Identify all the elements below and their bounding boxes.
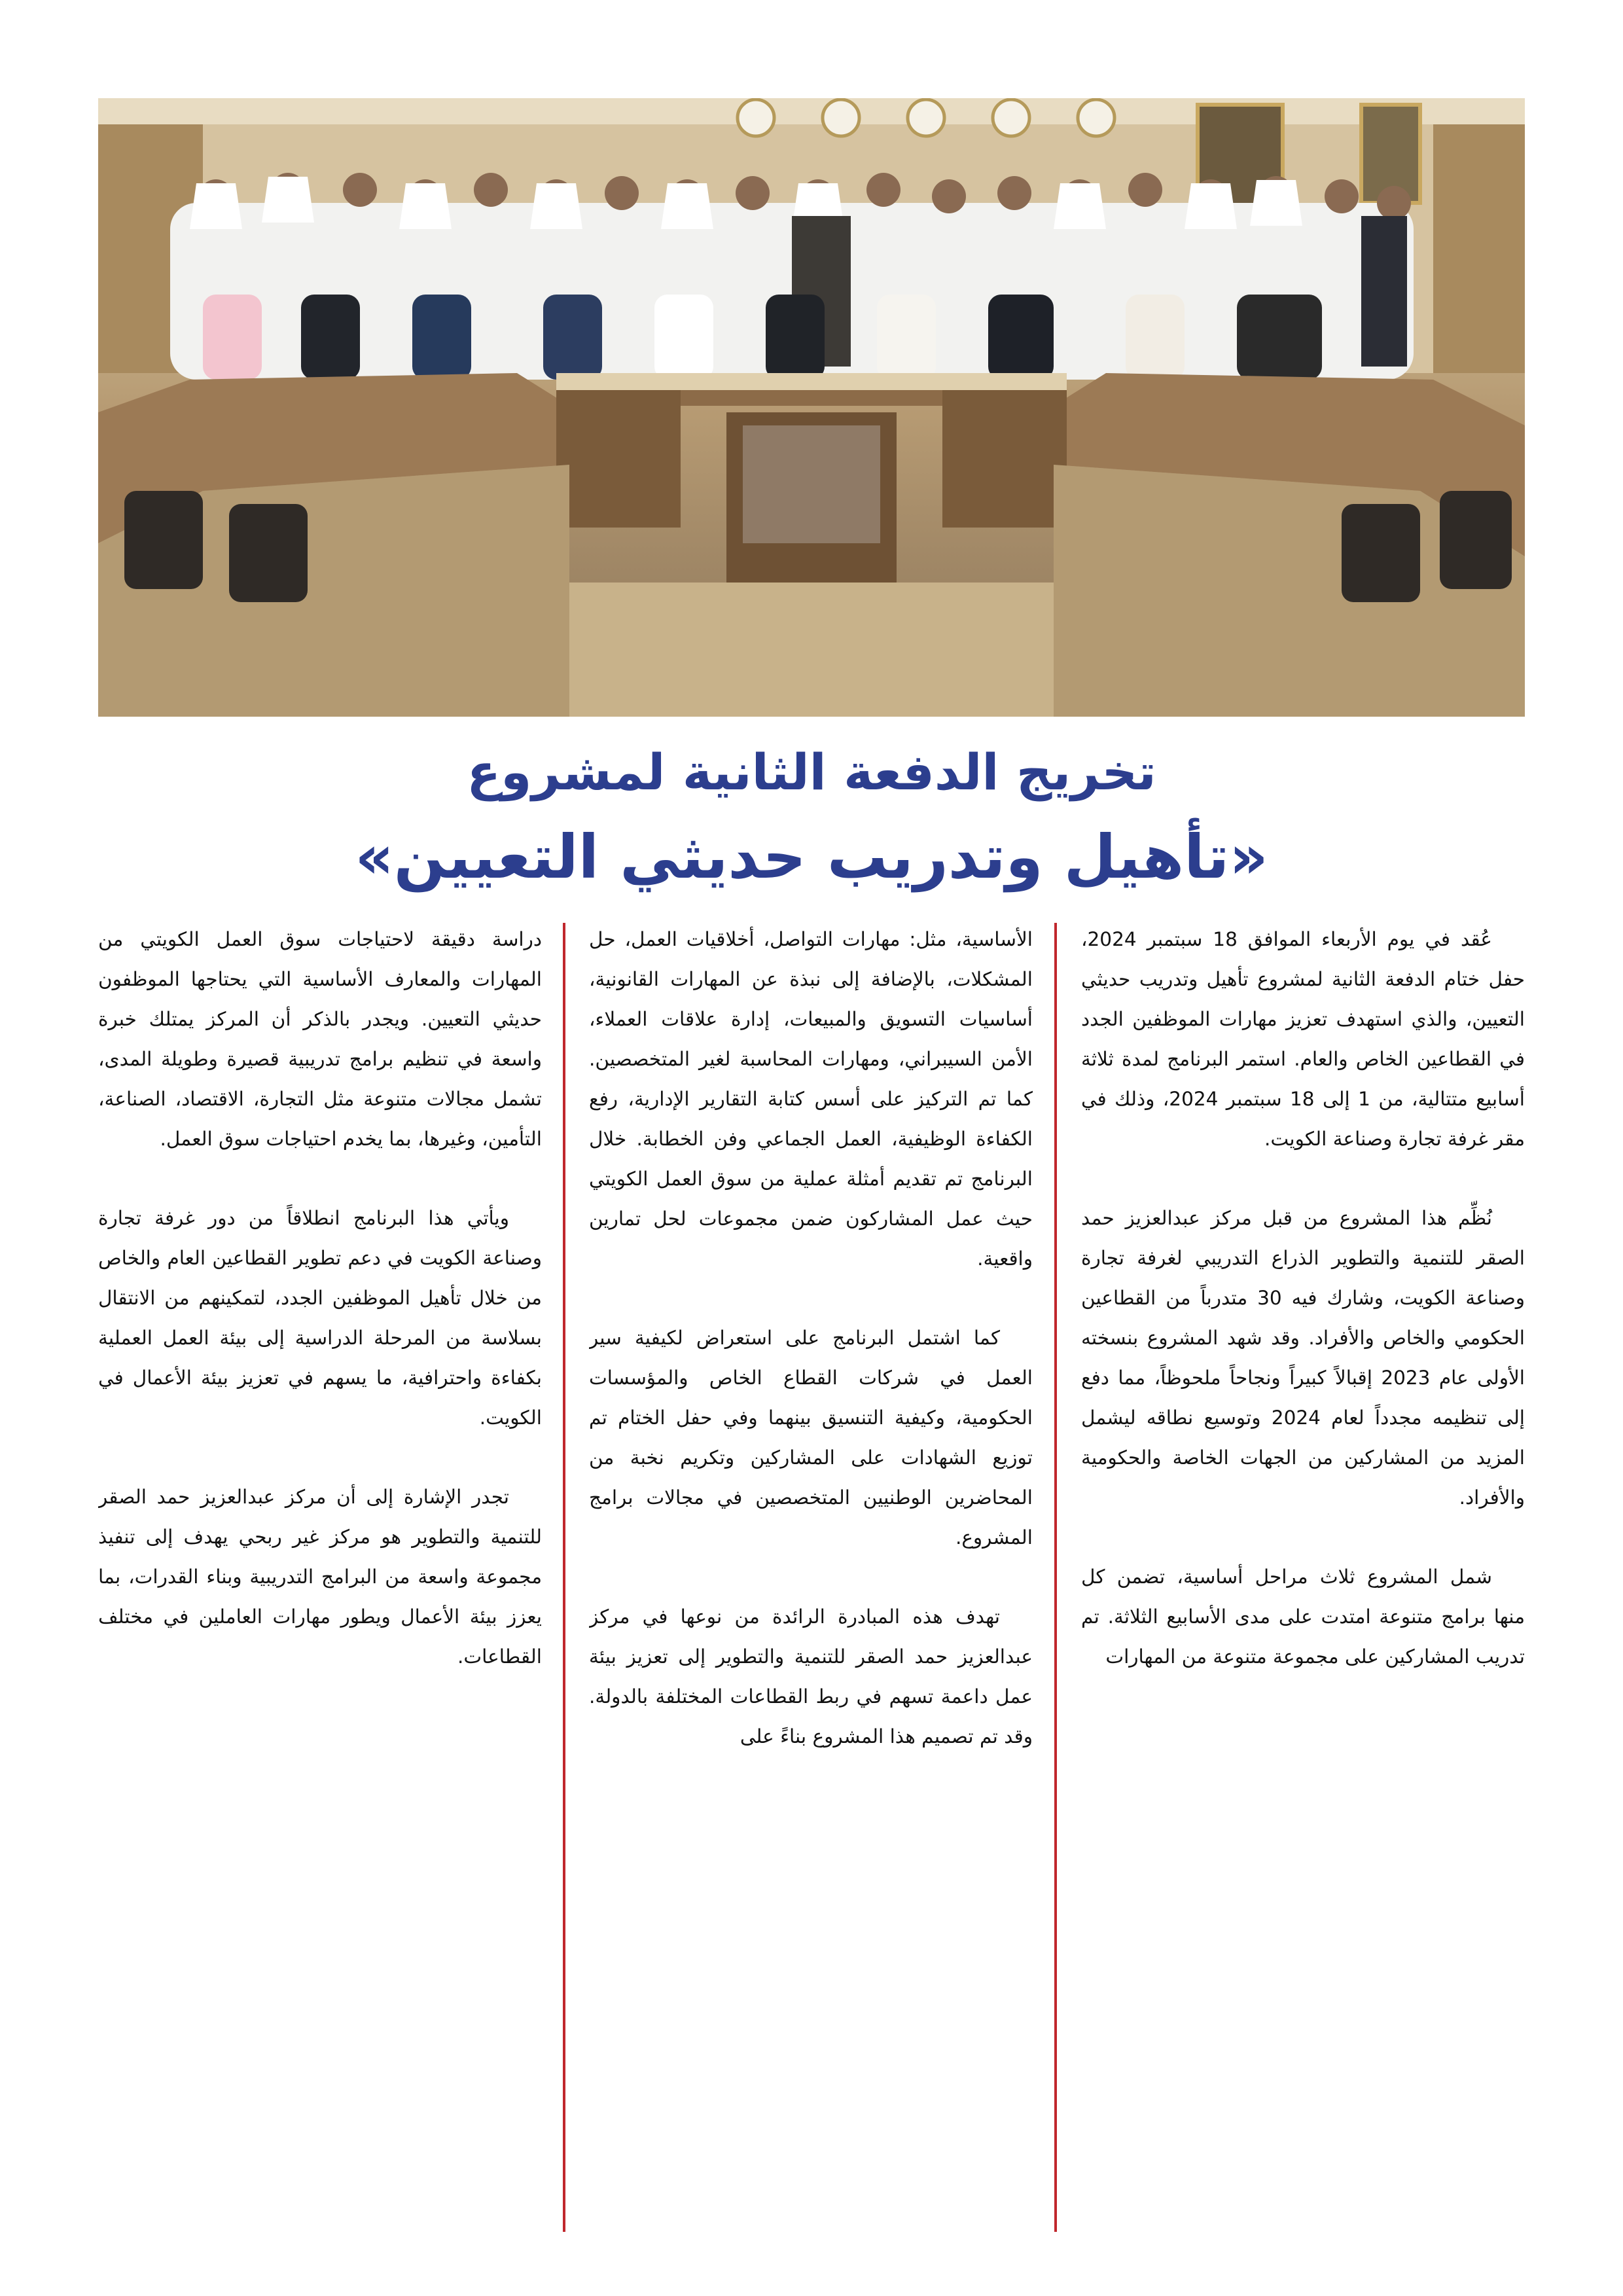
article-column-2 (589, 920, 1033, 2242)
paragraph: عُقد في يوم الأربعاء الموافق 18 سبتمبر 2024، حفل ختام الدفعة الثانية لمشروع تأهيل وتدريب حديثي التعيين، والذي استهدف تعزيز مهارات الموظفين الجدد في القطاعين الخاص والعام. استمر البرنامج لمدة ثلاثة أسابيع متتالية، من 1 إلى 18 سبتمبر 2024، وذلك في مقر غرفة تجارة وصناعة الكويت. (1081, 928, 1525, 1150)
paragraph: دراسة دقيقة لاحتياجات سوق العمل الكويتي من المهارات والمعارف الأساسية التي يحتاجها الموظفون حديثي التعيين. ويجدر بالذكر أن المركز يمتلك خبرة واسعة في تنظيم برامج تدريبية قصيرة وطويلة المدى، تشمل مجالات متنوعة مثل التجارة، الاقتصاد، الصناعة، التأمين، وغيرها، بما يخدم احتياجات سوق العمل. (98, 928, 542, 1150)
column-divider (1054, 923, 1057, 2232)
column-divider (563, 923, 565, 2232)
article-title-line-1: تخريج الدفعة الثانية لمشروع (467, 743, 1156, 801)
paragraph: الأساسية، مثل: مهارات التواصل، أخلاقيات العمل، حل المشكلات، بالإضافة إلى نبذة عن المهارات القانونية، أساسيات التسويق والمبيعات، إدارة علاقات العملاء، الأمن السيبراني، ومهارات المحاسبة لغير المتخصصين. كما تم التركيز على أسس كتابة التقارير الإدارية، رفع الكفاءة الوظيفية، العمل الجماعي وفن الخطابة. خلال البرنامج تم تقديم أمثلة عملية من سوق العمل الكويتي حيث عمل المشاركون ضمن مجموعات لحل تمارين واقعية. (589, 928, 1033, 1270)
group-photo-illustration (98, 98, 1525, 717)
paragraph: شمل المشروع ثلاث مراحل أساسية، تضمن كل منها برامج متنوعة امتدت على مدى الأسابيع الثلاثة. تم تدريب المشاركين على مجموعة متنوعة من المهارات (1081, 1566, 1525, 1668)
article-column-3 (98, 920, 542, 2242)
paragraph: ويأتي هذا البرنامج انطلاقاً من دور غرفة تجارة وصناعة الكويت في دعم تطوير القطاعين العام والخاص من خلال تأهيل الموظفين الجدد، لتمكينهم من الانتقال بسلاسة من المرحلة الدراسية إلى بيئة العمل العملية بكفاءة واحترافية، ما يسهم في تعزيز بيئة الأعمال في الكويت. (98, 1207, 542, 1429)
paragraph: تجدر الإشارة إلى أن مركز عبدالعزيز حمد الصقر للتنمية والتطوير هو مركز غير ربحي يهدف إلى تنفيذ مجموعة واسعة من البرامج التدريبية وبناء القدرات، بما يعزز بيئة الأعمال ويطور مهارات العاملين في مختلف القطاعات. (98, 1486, 542, 1668)
group-photo (98, 98, 1525, 717)
article-title-line-2: «تأهيل وتدريب حديثي التعيين» (355, 822, 1268, 892)
article-column-1 (1081, 920, 1525, 2242)
paragraph: تهدف هذه المبادرة الرائدة من نوعها في مركز عبدالعزيز حمد الصقر للتنمية والتطوير إلى تعزيز بيئة عمل داعمة تسهم في ربط القطاعات المختلفة بالدولة. وقد تم تصميم هذا المشروع بناءً على (589, 1605, 1033, 1748)
paragraph: نُظِّم هذا المشروع من قبل مركز عبدالعزيز حمد الصقر للتنمية والتطوير الذراع التدريبي لغرفة تجارة وصناعة الكويت، وشارك فيه 30 متدرباً من القطاعين الحكومي والخاص والأفراد. وقد شهد المشروع بنسخته الأولى عام 2023 إقبالاً كبيراً ونجاحاً ملحوظاً، مما دفع إلى تنظيمه مجدداً لعام 2024 وتوسيع نطاقه ليشمل المزيد من المشاركين من الجهات الخاصة والحكومية والأفراد. (1081, 1207, 1525, 1509)
paragraph: كما اشتمل البرنامج على استعراض لكيفية سير العمل في شركات القطاع الخاص والمؤسسات الحكومية، وكيفية التنسيق بينهما وفي حفل الختام تم توزيع الشهادات على المشاركين وتكريم نخبة من المحاضرين الوطنيين المتخصصين في مجالات برامج المشروع. (589, 1327, 1033, 1549)
